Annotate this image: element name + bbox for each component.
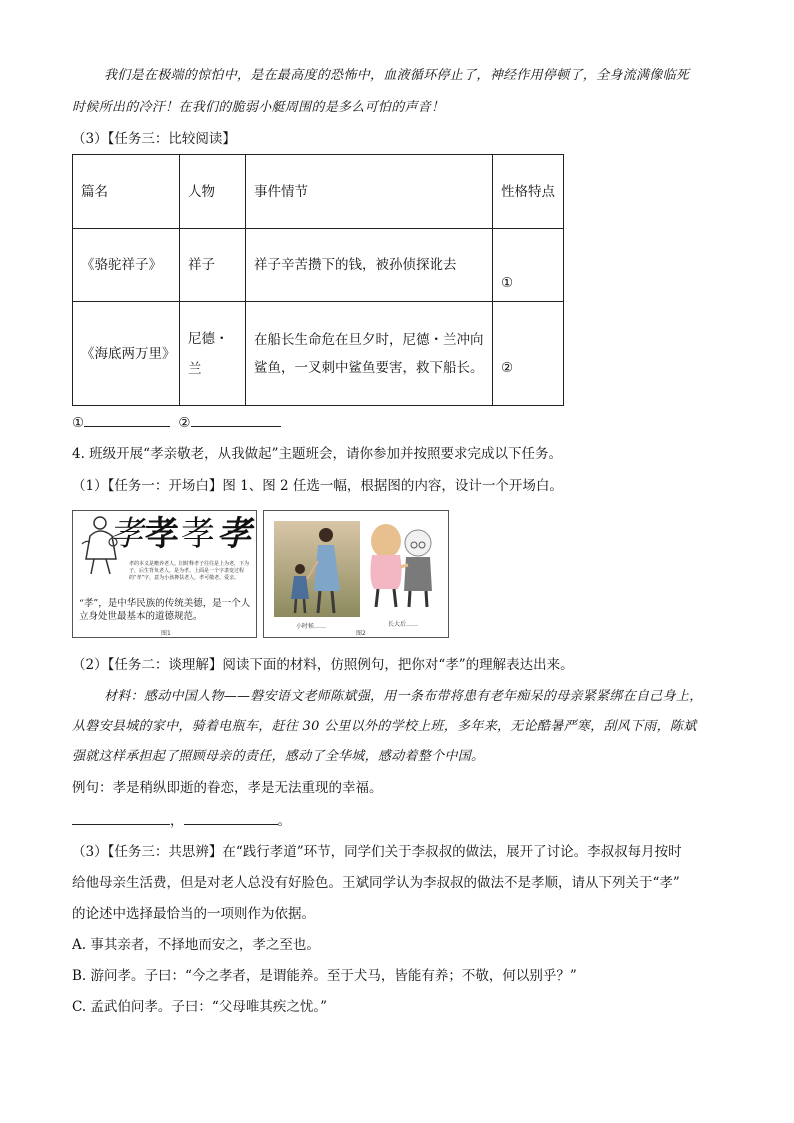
table-row — [73, 229, 564, 302]
q4-task1: （1）【任务一：开场白】图 1、图 2 任选一幅，根据图的内容，设计一个开场白。 — [72, 478, 563, 494]
fig2-caption: 图2 — [356, 630, 366, 637]
table-header-row — [73, 155, 564, 229]
fig2-caption-left: 小时候…… — [296, 623, 327, 630]
row1-title: 《骆驼祥子》 — [73, 229, 180, 302]
row2-person: 尼德・兰 — [180, 302, 246, 406]
task2-answer-row — [72, 810, 291, 831]
row1-person: 祥子 — [180, 229, 246, 302]
task3-line-3: 的论述中选择最恰当的一项则作为依据。 — [72, 906, 315, 922]
option-a: A. 事其亲者，不择地而安之，孝之至也。 — [72, 937, 320, 953]
passage-line-1: 我们是在极端的惊怕中，是在最高度的恐怖中，血液循环停止了，神经作用停顿了，全身流满像临死 — [104, 68, 690, 83]
option-b: B. 游问孝。子曰：“今之孝者，是谓能养。至于犬马，皆能有养；不敬，何以别乎？” — [72, 968, 577, 984]
xiao-glyph-seal: 孝 — [181, 514, 217, 554]
task2-end: 。 — [277, 813, 291, 829]
header-trait: 性格特点 — [493, 155, 564, 229]
row1-event: 祥子辛苦攒下的钱，被孙侦探讹去 — [246, 229, 493, 302]
answer-blanks-row — [72, 412, 281, 433]
answer1-label: ① — [72, 415, 85, 431]
example-sentence: 例句：孝是稍纵即逝的眷恋，孝是无法重现的幸福。 — [72, 780, 383, 796]
material-line-2: 从磐安县城的家中，骑着电瓶车，赶往 30 公里以外的学校上班，多年来，无论酷暑严寒，刮风下雨，陈斌 — [72, 719, 697, 734]
xiao-calligraphy-row — [109, 513, 253, 555]
task3-line-2: 给他母亲生活费，但是对老人总没有好脸色。王斌同学认为李叔叔的做法不是孝顺，请从下列关于“孝” — [72, 875, 680, 891]
passage-line-2: 时候所出的冷汗！在我们的脆弱小艇周围的是多么可怕的声音！ — [72, 100, 445, 115]
material-line-1: 材料：感动中国人物——磐安语文老师陈斌强，用一条布带将患有老年痴呆的母亲紧紧绑在自己身上， — [104, 689, 703, 704]
comparison-table — [72, 154, 564, 406]
answer2-label: ② — [178, 415, 191, 431]
row1-trait: ① — [493, 229, 564, 302]
xiao-glyph-oracle: 孝 — [109, 514, 145, 554]
header-event: 事件情节 — [246, 155, 493, 229]
table-row — [73, 302, 564, 406]
task2-blank-1[interactable] — [72, 810, 170, 825]
xiao-glyph-bronze: 孝 — [145, 514, 181, 554]
fig1-small-text: 孝的本义是赡养老人。旧时释孝子往往是上为老，下为子，后生背负老人，是为孝。上面是一个字隶变过程的“孝”字，意为小孩搀扶老人，孝可敬老、爱亲。 — [129, 561, 250, 581]
figure-1 — [72, 510, 257, 638]
task2-separator: ， — [170, 813, 184, 829]
row2-event: 在船长生命危在旦夕时，尼德・兰冲向鲨鱼，一叉刺中鲨鱼要害，救下船长。 — [246, 302, 493, 406]
fig2-caption-right: 长大后…… — [388, 621, 419, 628]
material-line-3: 强就这样承担起了照顾母亲的责任，感动了全华城，感动着整个中国。 — [72, 749, 485, 764]
figure-2 — [263, 510, 449, 638]
header-person: 人物 — [180, 155, 246, 229]
q4-stem: 4. 班级开展“孝亲敬老，从我做起”主题班会，请你参加并按照要求完成以下任务。 — [72, 446, 562, 462]
answer1-blank[interactable] — [84, 412, 170, 427]
fig1-caption: 图1 — [161, 630, 171, 637]
grown-up-illustration — [364, 519, 442, 611]
task2-blank-2[interactable] — [184, 810, 278, 825]
xiao-glyph-regular: 孝 — [217, 514, 253, 554]
row2-trait: ② — [493, 302, 564, 406]
row2-title: 《海底两万里》 — [73, 302, 180, 406]
q4-task2: （2）【任务二：谈理解】阅读下面的材料，仿照例句，把你对“孝”的理解表达出来。 — [72, 657, 574, 673]
task3-line-1: （3）【任务三：共思辨】在“践行孝道”环节，同学们关于李叔叔的做法，展开了讨论。李叔叔每月按时 — [72, 844, 682, 860]
answer2-blank[interactable] — [191, 412, 281, 427]
task3-heading: （3）【任务三：比较阅读】 — [72, 131, 236, 147]
option-c: C. 孟武伯问孝。子曰：“父母唯其疾之忧。” — [72, 999, 327, 1015]
childhood-photo-illustration — [274, 521, 360, 617]
header-title: 篇名 — [73, 155, 180, 229]
fig1-main-text: “孝”，是中华民族的传统美德，是一个人立身处世最基本的道德规范。 — [79, 598, 251, 622]
